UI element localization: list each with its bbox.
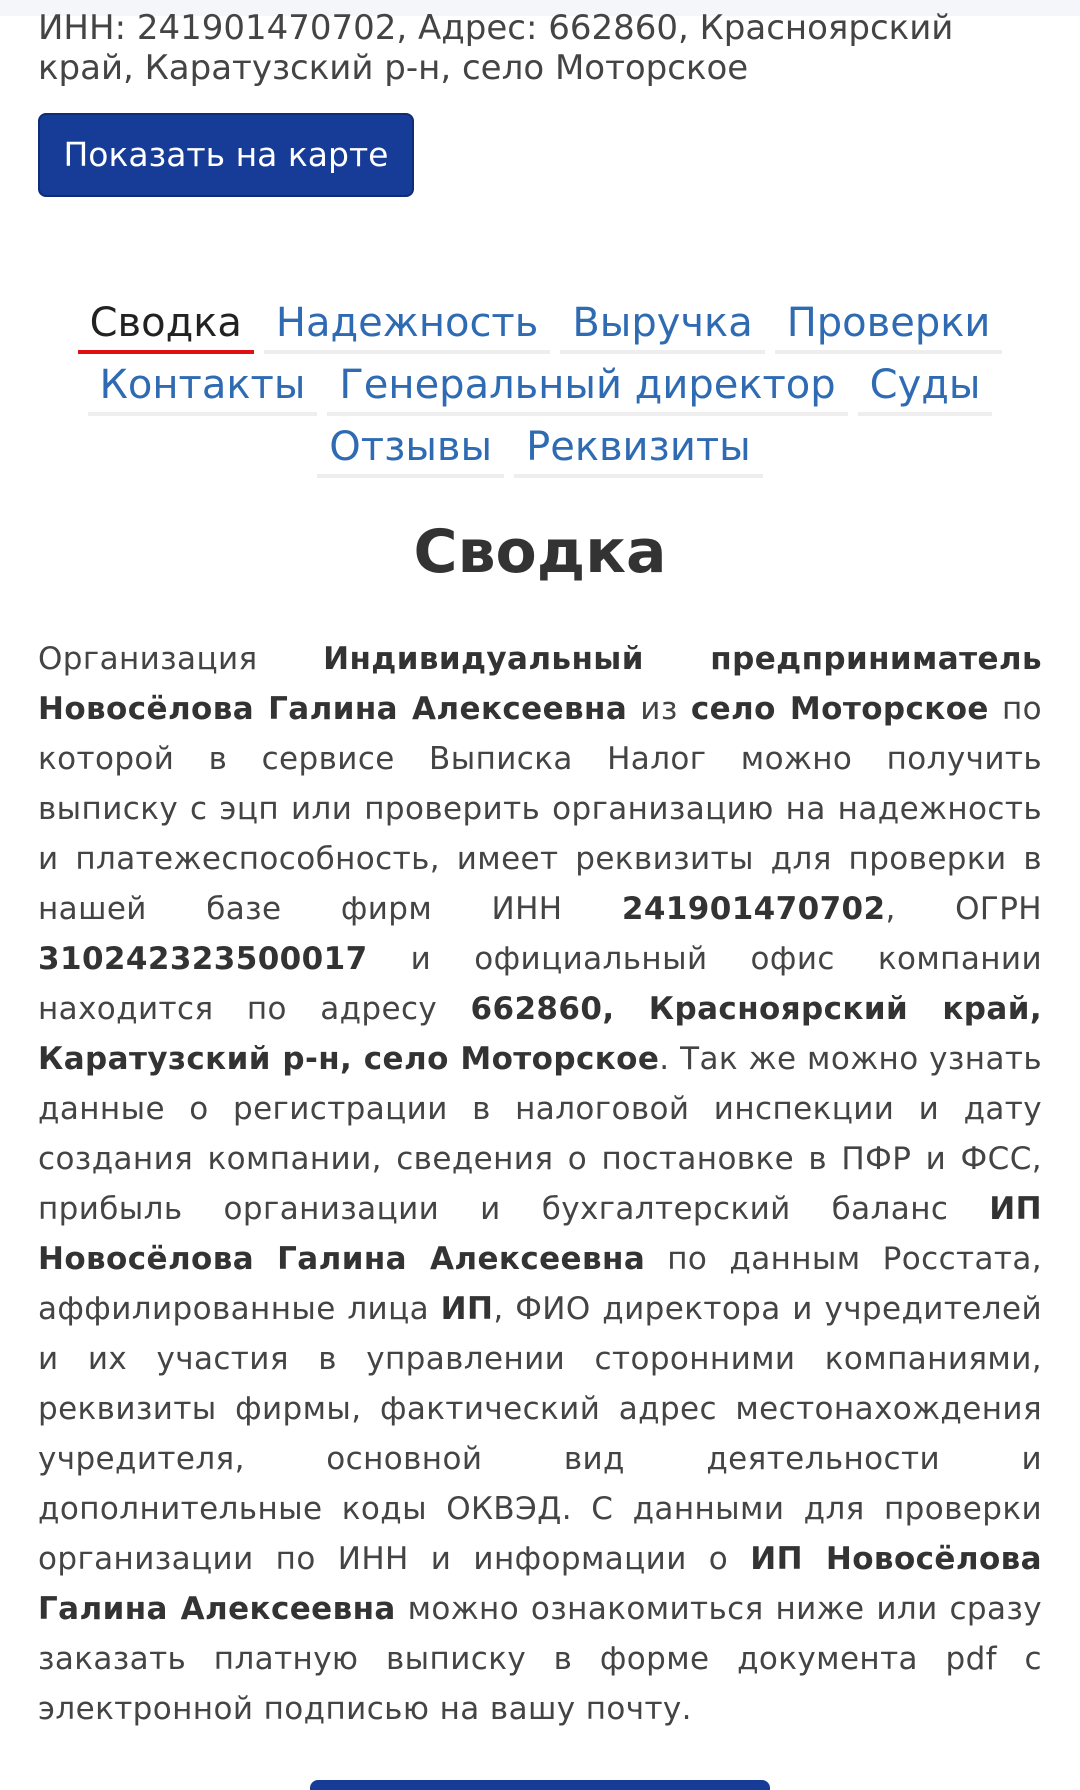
- tab-contacts[interactable]: Контакты: [88, 360, 318, 416]
- summary-text: . Так же можно узнать данные о регистрации в налоговой инспекции и дату создания компании, сведения о постановке в ПФР и ФСС, прибыль организации и бухгалтерский баланс: [38, 1041, 1042, 1227]
- summary-text: и официальный офис компании находится по адресу: [38, 941, 1042, 1027]
- company-address: ИНН: 241901470702, Адрес: 662860, Красноярский край, Каратузский р-н, село Моторское: [38, 8, 954, 88]
- tab-general-director[interactable]: Генеральный директор: [327, 360, 847, 416]
- tab-revenue[interactable]: Выручка: [560, 298, 764, 354]
- summary-company-name: ИП Новосёлова Галина Алексеевна: [38, 1191, 1042, 1277]
- summary-company-type: ИП: [440, 1291, 494, 1327]
- tab-inspections[interactable]: Проверки: [775, 298, 1003, 354]
- summary-text: можно ознакомиться ниже или сразу заказать платную выписку в форме документа pdf с электронной подписью на вашу почту.: [38, 1591, 1043, 1727]
- summary-address: 662860, Красноярский край, Каратузский р-н, село Моторское: [38, 991, 1042, 1077]
- tab-summary[interactable]: Сводка: [78, 298, 254, 354]
- page-title: Сводка: [413, 517, 667, 587]
- summary-inn: 241901470702: [621, 891, 886, 927]
- summary-text: , ФИО директора и учредителей и их участия в управлении сторонними компаниями, реквизиты фирмы, фактический адрес местонахождения учредителя, основной вид деятельности и дополнительные коды ОКВЭД. С данными для проверки организации по ИНН и информации о: [38, 1291, 1043, 1577]
- summary-locality: село Моторское: [690, 691, 989, 727]
- summary-text: , ОГРН: [885, 891, 1042, 927]
- summary-company-name: Индивидуальный предприниматель Новосёлова Галина Алексеевна: [38, 641, 1042, 727]
- tab-courts[interactable]: Суды: [858, 360, 993, 416]
- show-on-map-button[interactable]: Показать на карте: [38, 113, 414, 197]
- section-tabs: [60, 298, 1020, 478]
- summary-text: по данным Росстата, аффилированные лица: [38, 1241, 1042, 1327]
- order-extract-button[interactable]: [310, 1780, 770, 1790]
- summary-text: по которой в сервисе Выписка Налог можно получить выписку с эцп или проверить организацию на надежность и платежеспособность, имеет реквизиты для проверки в нашей базе фирм ИНН: [38, 691, 1042, 927]
- summary-text: из: [627, 691, 691, 727]
- tab-reliability[interactable]: Надежность: [264, 298, 550, 354]
- tab-requisites[interactable]: Реквизиты: [514, 422, 763, 478]
- summary-paragraph: [38, 634, 1042, 1734]
- summary-ogrn: 310242323500017: [38, 941, 368, 977]
- summary-text: Организация: [38, 641, 324, 677]
- summary-company-name: ИП Новосёлова Галина Алексеевна: [38, 1541, 1042, 1627]
- tab-reviews[interactable]: Отзывы: [317, 422, 504, 478]
